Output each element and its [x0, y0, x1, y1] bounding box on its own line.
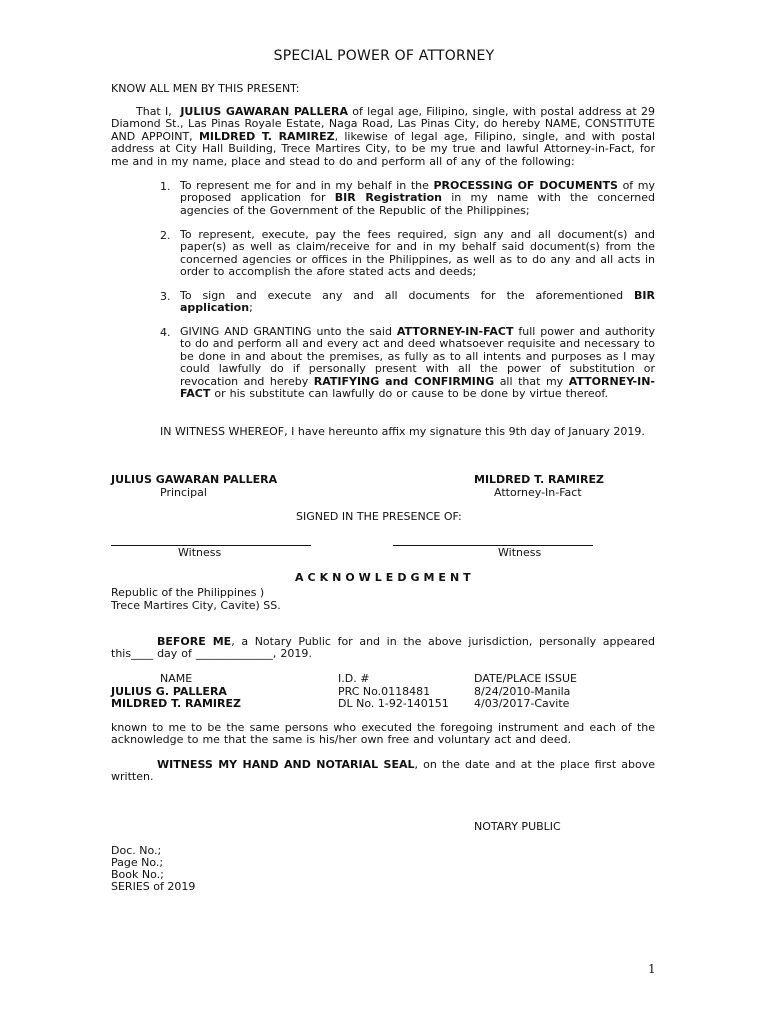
table-row-date: 8/24/2010-Manila: [474, 685, 571, 698]
principal-name: JULIUS GAWARAN PALLERA: [111, 473, 278, 486]
list-item-text: or his substitute can lawfully do or cause to be done by virtue thereof.: [214, 387, 608, 401]
witness-hand-bold: WITNESS MY HAND AND NOTARIAL SEAL: [157, 758, 415, 771]
list-item: [180, 180, 655, 217]
notary-public-label: NOTARY PUBLIC: [474, 820, 561, 833]
witness-label: Witness: [178, 546, 222, 559]
list-item-bold: BIR application: [180, 289, 655, 315]
table-row-id: PRC No.0118481: [338, 685, 431, 698]
list-item: [180, 290, 655, 315]
list-item-bold: PROCESSING OF DOCUMENTS: [433, 179, 618, 192]
table-row-date: 4/03/2017-Cavite: [474, 697, 570, 710]
list-number: 2.: [160, 229, 171, 242]
intro-text-3: , likewise of legal age, Filipino, single, and with postal address at City Hall Building, Trece Martires City, to be my true and lawful Attorney-in-Fact, for me and in my name, place and stead to do and perform all of any of the following:: [111, 129, 656, 168]
before-me-bold: BEFORE ME: [157, 635, 232, 648]
known-to-me-paragraph: known to me to be the same persons who executed the foregoing instrument and each of the acknowledge to me that the same is his/her own free and voluntary act and deed.: [111, 721, 655, 747]
before-me-text: , a Notary Public for and in the above jurisdiction, personally appeared this____ day of ______________, 2019.: [111, 635, 655, 661]
venue-line-1: Republic of the Philippines ): [111, 586, 265, 599]
table-header-name: NAME: [160, 672, 193, 685]
list-item: [180, 326, 655, 400]
list-item-text: full power and authority to do and perform all and every act and deed whatsoever requisite and necessary to be done in and about the premises, as fully as to all intents and purposes as I may could lawfully do if personally present with all the power of substitution or revocation and hereby: [180, 325, 655, 388]
witness-label: Witness: [498, 546, 542, 559]
venue-line-2: Trece Martires City, Cavite) SS.: [111, 599, 281, 612]
attorney-name: MILDRED T. RAMIREZ: [474, 473, 604, 486]
intro-principal-name: JULIUS GAWARAN PALLERA: [180, 105, 348, 118]
list-item-text: To represent me for and in my behalf in the: [180, 179, 429, 192]
list-item-bold: RATIFYING and CONFIRMING: [313, 374, 495, 388]
list-item: [180, 229, 655, 279]
intro-text-2: of legal age, Filipino, single, with postal address at 29 Diamond St., Las Pinas Royale Estate, Naga Road, Las Pinas City, do hereby NAME, CONSTITUTE AND APPOINT,: [111, 105, 656, 143]
book-no: Book No.;: [111, 868, 164, 881]
principal-role: Principal: [160, 486, 207, 499]
list-number: 1.: [160, 180, 171, 193]
table-row-name: MILDRED T. RAMIREZ: [111, 697, 241, 710]
intro-paragraph: [111, 106, 655, 168]
doc-no: Doc. No.;: [111, 844, 162, 857]
witness-hand-paragraph: [111, 759, 655, 784]
witness-hand-text: , on the date and at the place first above written.: [111, 758, 655, 784]
list-item-text: To sign and execute any and all documents for the aforementioned: [180, 289, 624, 302]
page-no: Page No.;: [111, 856, 164, 869]
table-header-id: I.D. #: [338, 672, 370, 685]
list-number: 4.: [160, 326, 171, 339]
intro-text-1: That I,: [136, 105, 172, 118]
series: SERIES of 2019: [111, 880, 196, 893]
document-title: SPECIAL POWER OF ATTORNEY: [273, 48, 495, 64]
list-number: 3.: [160, 290, 171, 303]
intro-attorney-name: MILDRED T. RAMIREZ: [198, 129, 335, 143]
list-item-text: of my proposed application for: [180, 179, 655, 205]
list-item-text: To represent, execute, pay the fees required, sign any and all document(s) and paper(s) as well as claim/receive for and in my behalf said document(s) from the concerned agencies or offices in the Philippines, as well as to do any and all acts in order to accomplish the afore stated acts and deeds;: [180, 228, 655, 279]
witness-signature-line: [393, 545, 593, 546]
before-me-paragraph: [111, 636, 655, 661]
page-number: 1: [648, 962, 656, 976]
witness-whereof: IN WITNESS WHEREOF, I have hereunto affix my signature this 9th day of January 2019.: [160, 425, 645, 438]
signed-presence: SIGNED IN THE PRESENCE OF:: [296, 510, 462, 523]
table-row-id: DL No. 1-92-140151: [338, 697, 449, 710]
acknowledgment-title: ACKNOWLEDGMENT: [295, 571, 475, 584]
list-item-bold: ATTORNEY-IN-FACT: [180, 374, 655, 401]
table-row-name: JULIUS G. PALLERA: [111, 685, 227, 698]
attorney-role: Attorney-In-Fact: [494, 486, 582, 499]
list-item-bold: BIR Registration: [334, 191, 442, 205]
list-item-text: GIVING AND GRANTING unto the said: [180, 325, 392, 338]
list-item-bold: ATTORNEY-IN-FACT: [396, 325, 514, 338]
list-item-text: ;: [249, 301, 253, 315]
list-item-text: in my name with the concerned agencies of the Government of the Republic of the Philippines;: [180, 191, 655, 217]
list-item-text: all that my: [499, 374, 564, 388]
greeting: KNOW ALL MEN BY THIS PRESENT:: [111, 82, 300, 95]
table-header-date: DATE/PLACE ISSUE: [474, 672, 578, 685]
